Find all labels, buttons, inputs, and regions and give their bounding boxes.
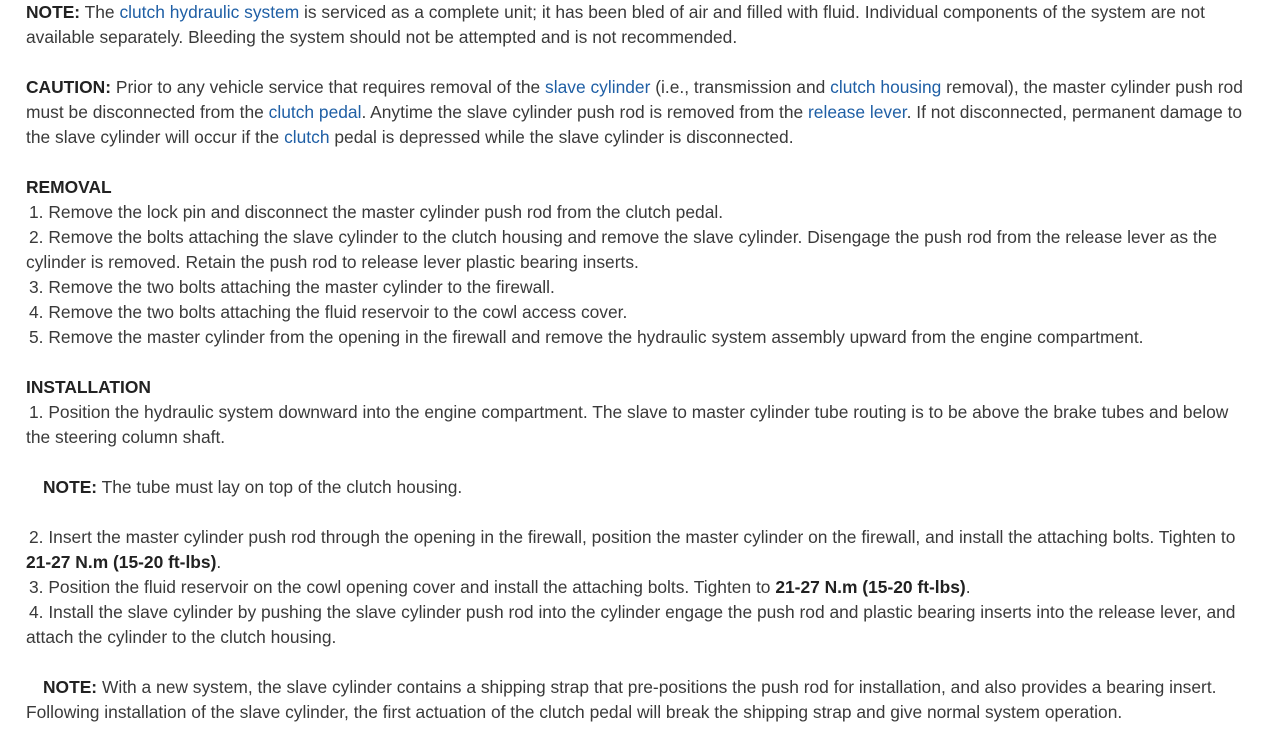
installation-step (26, 575, 1246, 600)
removal-step: 1. Remove the lock pin and disconnect the master cylinder push rod from the clutch pedal. (29, 202, 724, 222)
caution-text: removal), the master cylinder push rod must be disconnected from the (26, 77, 1243, 122)
caution-text: . If not disconnected, permanent damage to the slave cylinder will occur if the (26, 102, 1243, 147)
step-text: . (965, 577, 971, 597)
caution-paragraph (26, 75, 1246, 150)
install-note (26, 675, 1246, 725)
note-text: With a new system, the slave cylinder contains a shipping strap that pre-positions the push rod for installation, and also provides a bearing insert. Following installation of the slave cylinder, the first actuation of the clutch pedal will break the shipping strap and give normal system operation. (26, 677, 1217, 722)
installation-heading: INSTALLATION (26, 377, 151, 397)
caution-label: CAUTION: (26, 77, 112, 97)
install-note (26, 475, 1246, 500)
step-text: 2. Insert the master cylinder push rod through the opening in the firewall, position the master cylinder on the firewall, and install the attaching bolts. Tighten to (29, 527, 1236, 547)
link-slave-cylinder[interactable]: slave cylinder (545, 77, 651, 97)
note-text: is serviced as a complete unit; it has been bled of air and filled with fluid. Individual components of the system are not available separately. Bleeding the system should not be attempted and is not recommended. (26, 2, 1205, 47)
caution-text: (i.e., transmission and (650, 77, 831, 97)
caution-text: Prior to any vehicle service that requires removal of the (111, 77, 546, 97)
removal-heading: REMOVAL (26, 177, 112, 197)
removal-step: 5. Remove the master cylinder from the opening in the firewall and remove the hydraulic system assembly upward from the engine compartment. (29, 327, 1144, 347)
installation-step: 4. Install the slave cylinder by pushing the slave cylinder push rod into the cylinder engage the push rod and plastic bearing inserts into the release lever, and attach the cylinder to the clutch housing. (26, 602, 1236, 647)
note-text: The tube must lay on top of the clutch housing. (97, 477, 463, 497)
note-label: NOTE: (43, 677, 98, 697)
caution-text: . Anytime the slave cylinder push rod is removed from the (361, 102, 809, 122)
link-clutch[interactable]: clutch (284, 127, 330, 147)
note-label: NOTE: (43, 477, 98, 497)
link-release-lever[interactable]: release lever (808, 102, 907, 122)
link-clutch-pedal[interactable]: clutch pedal (268, 102, 362, 122)
note-paragraph (26, 0, 1246, 50)
step-text: 3. Position the fluid reservoir on the cowl opening cover and install the attaching bolts. Tighten to (29, 577, 776, 597)
link-clutch-housing[interactable]: clutch housing (830, 77, 942, 97)
installation-step (26, 525, 1246, 575)
step-text: . (216, 552, 222, 572)
installation-step: 1. Position the hydraulic system downward into the engine compartment. The slave to master cylinder tube routing is to be above the brake tubes and below the steering column shaft. (26, 402, 1229, 447)
removal-step: 4. Remove the two bolts attaching the fluid reservoir to the cowl access cover. (29, 302, 628, 322)
removal-step: 3. Remove the two bolts attaching the master cylinder to the firewall. (29, 277, 555, 297)
link-clutch-hydraulic-system[interactable]: clutch hydraulic system (119, 2, 300, 22)
document-body (26, 0, 1246, 725)
note-label: NOTE: (26, 2, 81, 22)
caution-text: pedal is depressed while the slave cylinder is disconnected. (329, 127, 794, 147)
removal-step: 2. Remove the bolts attaching the slave cylinder to the clutch housing and remove the slave cylinder. Disengage the push rod from the release lever as the cylinder is removed. Retain the push rod to release lever plastic bearing inserts. (26, 227, 1218, 272)
torque-spec: 21-27 N.m (15-20 ft-lbs) (26, 552, 217, 572)
note-text: The (80, 2, 120, 22)
torque-spec: 21-27 N.m (15-20 ft-lbs) (775, 577, 966, 597)
